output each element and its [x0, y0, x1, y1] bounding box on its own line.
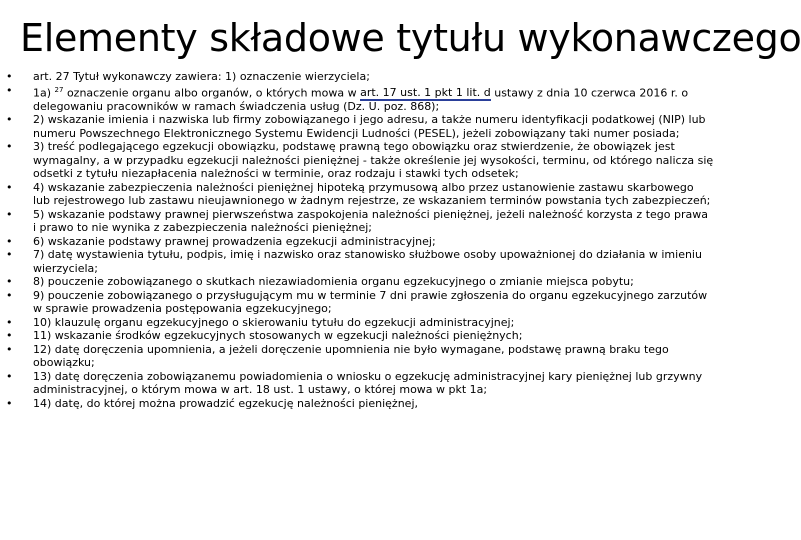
slide-title: Elementy składowe tytułu wykonawczego [20, 16, 801, 60]
bullet-icon: • [6, 275, 13, 289]
list-item [0, 113, 720, 140]
list-item [0, 275, 720, 289]
bullet-icon: • [6, 396, 13, 410]
footnote-marker: 27 [54, 85, 64, 94]
item-text: 8) pouczenie zobowiązanego o skutkach niezawiadomienia organu egzekucyjnego o zmianie miejsca pobytu; [33, 275, 634, 289]
list-item [0, 140, 720, 181]
bullet-icon: • [6, 113, 13, 127]
list-item [0, 84, 720, 114]
list-item [0, 289, 720, 316]
item-text: 12) datę doręczenia upomnienia, a jeżeli doręczenie upomnienia nie było wymagane, podstawę prawną braku tego obowiązku; [33, 342, 669, 370]
bullet-icon: • [6, 315, 13, 329]
item-text: art. 27 Tytuł wykonawczy zawiera: 1) oznaczenie wierzyciela; [33, 70, 370, 83]
list-item [0, 370, 720, 397]
item-text: 13) datę doręczenia zobowiązanemu powiadomienia o wniosku o egzekucję administracyjnej kary pieniężnej lub grzywny administracyjnej, o którym mowa w art. 18 ust. 1 ustawy, o której mowa w pkt 1a; [33, 369, 703, 397]
list-item [0, 316, 720, 330]
bullet-icon: • [6, 70, 13, 83]
list-item [0, 329, 720, 343]
item-text: oznaczenie organu albo organów, o których mowa w [63, 86, 361, 100]
bullet-icon: • [6, 369, 13, 383]
bullet-icon: • [6, 234, 13, 248]
bullet-icon: • [6, 83, 13, 97]
item-text-tail: ustawy z dnia 10 czerwca 2016 r. o delegowaniu pracowników w ramach świadczenia usług (Dz. U. poz. 868); [33, 86, 689, 113]
bullet-icon: • [6, 140, 13, 154]
bullet-icon: • [6, 207, 13, 221]
list-item [0, 208, 720, 235]
list-item [0, 181, 720, 208]
list-item [0, 70, 720, 84]
bullet-list [0, 70, 720, 410]
item-text: 2) wskazanie imienia i nazwiska lub firmy zobowiązanego i jego adresu, a także numeru identyfikacji podatkowej (NIP) lub numeru Powszechnego Elektronicznego Systemu Ewidencji Ludności (PESEL), jeżeli zobowiązany taki numer posiada; [33, 113, 706, 140]
item-text: 14) datę, do której można prowadzić egzekucję należności pieniężnej, [33, 396, 418, 410]
list-item [0, 397, 720, 411]
list-item [0, 235, 720, 249]
item-prefix: 1a) [33, 86, 52, 100]
bullet-icon: • [6, 342, 13, 356]
legal-reference-link[interactable]: art. 17 ust. 1 pkt 1 lit. d [360, 86, 491, 100]
list-item [0, 343, 720, 370]
item-text: 6) wskazanie podstawy prawnej prowadzenia egzekucji administracyjnej; [33, 234, 436, 248]
item-text: 11) wskazanie środków egzekucyjnych stosowanych w egzekucji należności pieniężnych; [33, 329, 523, 343]
bullet-icon: • [6, 248, 13, 262]
item-text: 5) wskazanie podstawy prawnej pierwszeństwa zaspokojenia należności pieniężnej, jeżeli należność korzysta z tego prawa i prawo to nie wynika z zabezpieczenia należności pieniężnej; [33, 207, 708, 235]
item-text: 4) wskazanie zabezpieczenia należności pieniężnej hipoteką przymusową albo przez ustanowienie zastawu skarbowego lub rejestrowego lub zastawu nieujawnionego w żadnym rejestrze, ze wskazaniem terminów powstania tych zabezpieczeń; [33, 180, 711, 208]
item-text: 9) pouczenie zobowiązanego o przysługującym mu w terminie 7 dni prawie zgłoszenia do organu egzekucyjnego zarzutów w sprawie prowadzenia postępowania egzekucyjnego; [33, 288, 708, 316]
bullet-icon: • [6, 329, 13, 343]
item-text: 7) datę wystawienia tytułu, podpis, imię i nazwisko oraz stanowisko służbowe osoby upoważnionej do działania w imieniu wierzyciela; [33, 248, 702, 275]
bullet-icon: • [6, 180, 13, 194]
item-text: 3) treść podlegającego egzekucji obowiązku, podstawę prawną tego obowiązku oraz stwierdzenie, że obowiązek jest wymagalny, a w przypadku egzekucji należności pieniężnej - także określenie jej wysokości, terminu, od którego nalicza się odsetki z tytułu niezapłacenia należności w terminie, oraz rodzaju i stawki tych odsetek; [33, 140, 714, 181]
item-text: 10) klauzulę organu egzekucyjnego o skierowaniu tytułu do egzekucji administracyjnej; [33, 315, 515, 329]
bullet-icon: • [6, 288, 13, 302]
list-item [0, 248, 720, 275]
